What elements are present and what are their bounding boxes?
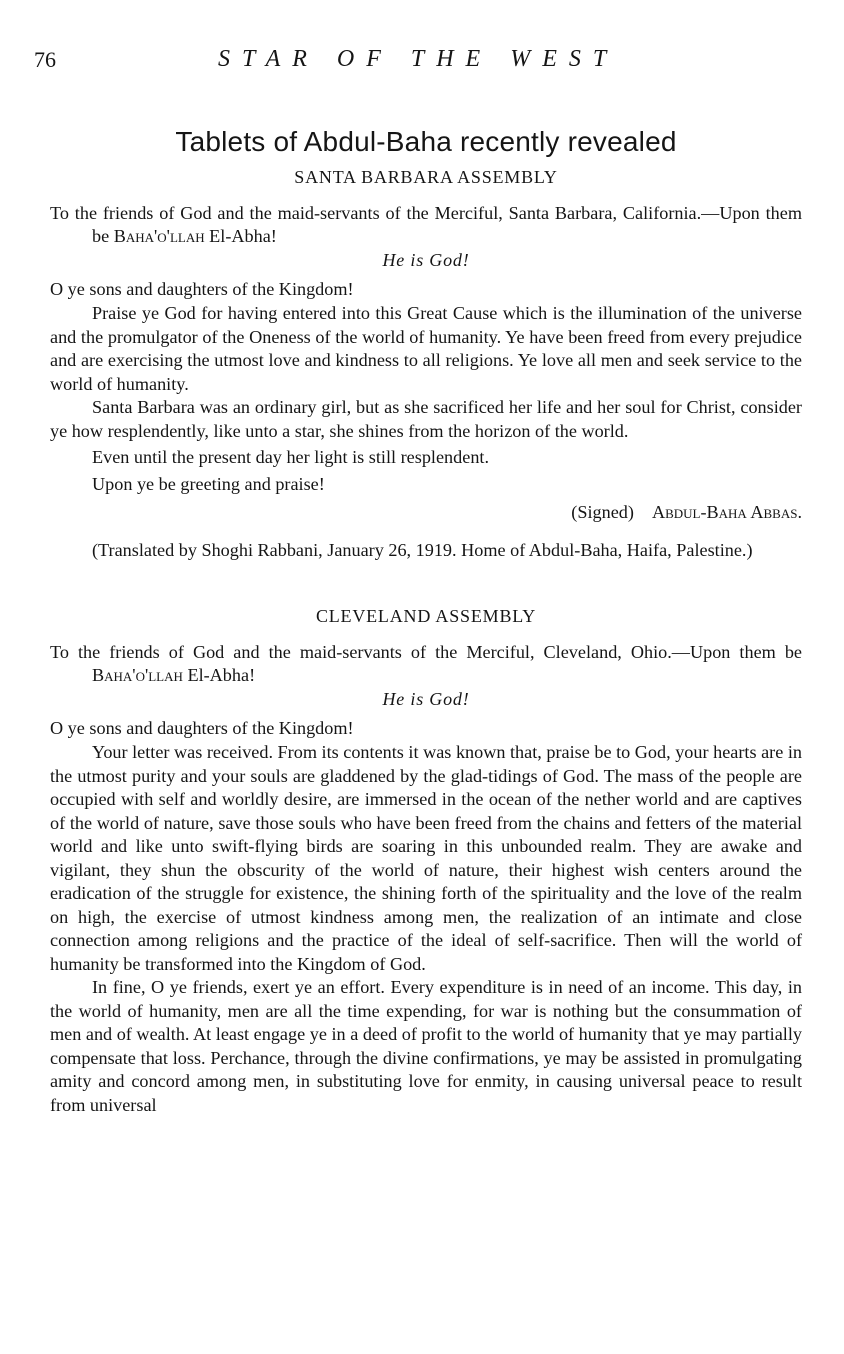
address-end: El-Abha! — [204, 226, 277, 246]
page-number: 76 — [34, 47, 56, 72]
article-title: Tablets of Abdul-Baha recently revealed — [175, 126, 677, 157]
paragraph: Upon ye be greeting and praise! — [92, 473, 325, 494]
signature — [50, 501, 802, 524]
address-end: El-Abha! — [182, 665, 256, 685]
cleveland-section — [50, 606, 802, 1117]
address-line — [50, 202, 802, 248]
running-header — [34, 40, 802, 80]
address-name: Baha'o'llah — [92, 665, 183, 685]
santa-barbara-section — [50, 167, 802, 562]
he-is-god: He is God! — [382, 689, 470, 709]
paragraph: Even until the present day her light is still resplendent. — [92, 447, 490, 467]
paragraph: Your letter was received. From its contents it was known that, praise be to God, your hearts are in the utmost purity and your souls are gladdened by the glad-tidings of God. The mass of the people are occupied with self and worldly desire, are immersed in the ocean of the nether world and are captives of the world of nature, save those souls who have been freed from the chains and fetters of the material world and like unto swift-flying birds are soaring in this unbounded realm. They are awake and vigilant, they shun the obscurity of the world of nature, their highest wish centers around the eradication of the struggle for existence, the shining forth of the spirituality and the love of the realm on high, the exercise of utmost kindness among men, the realization of an intimate and close connection among religions and the practice of the ideal of self-sacrifice. Then will the world of humanity be transformed into the Kingdom of God. — [50, 742, 802, 974]
paragraph: Praise ye God for having entered into this Great Cause which is the illumination of the universe and the promulgator of the Oneness of the world of humanity. Ye have been freed from every prejudice and are exercising the utmost love and kindness to all religions. Ye love all men and seek service to the world of humanity. — [50, 303, 802, 394]
address-text: To the friends of God and the maid-servants of the Merciful, Cleveland, Ohio.—Upon them be — [50, 642, 802, 662]
document-page — [34, 40, 802, 1117]
address-name: Baha'o'llah — [113, 226, 205, 246]
translation-note: (Translated by Shoghi Rabbani, January 26, 1919. Home of Abdul-Baha, Haifa, Palestine.) — [92, 540, 753, 560]
section-heading: CLEVELAND ASSEMBLY — [315, 606, 537, 626]
signed-label: (Signed) — [571, 502, 634, 522]
signed-name: Abdul-Baha Abbas. — [651, 502, 802, 522]
he-is-god: He is God! — [382, 250, 470, 270]
journal-title: STAR OF THE WEST — [218, 46, 619, 72]
address-text: To the friends of God and the maid-servants of the Merciful, Santa Barbara, California.—Upon them be — [50, 203, 802, 246]
paragraph: In fine, O ye friends, exert ye an effort. Every expenditure is in need of an income. This day, in the world of humanity, men are all the time expending, for war is nothing but the consummation of men and of wealth. At least engage ye in a deed of profit to the world of humanity that ye may partially compensate that loss. Perchance, through the divine confirmations, ye may be assisted in promulgating amity and concord among men, in substituting love for enmity, in causing universal peace to result from universal — [50, 977, 802, 1115]
salutation: O ye sons and daughters of the Kingdom! — [50, 718, 354, 738]
paragraph: Santa Barbara was an ordinary girl, but as she sacrificed her life and her soul for Christ, consider ye how resplendently, like unto a star, she shines from the horizon of the world. — [50, 397, 802, 441]
salutation: O ye sons and daughters of the Kingdom! — [50, 279, 354, 299]
section-heading: SANTA BARBARA ASSEMBLY — [294, 167, 558, 187]
address-line — [50, 641, 802, 687]
